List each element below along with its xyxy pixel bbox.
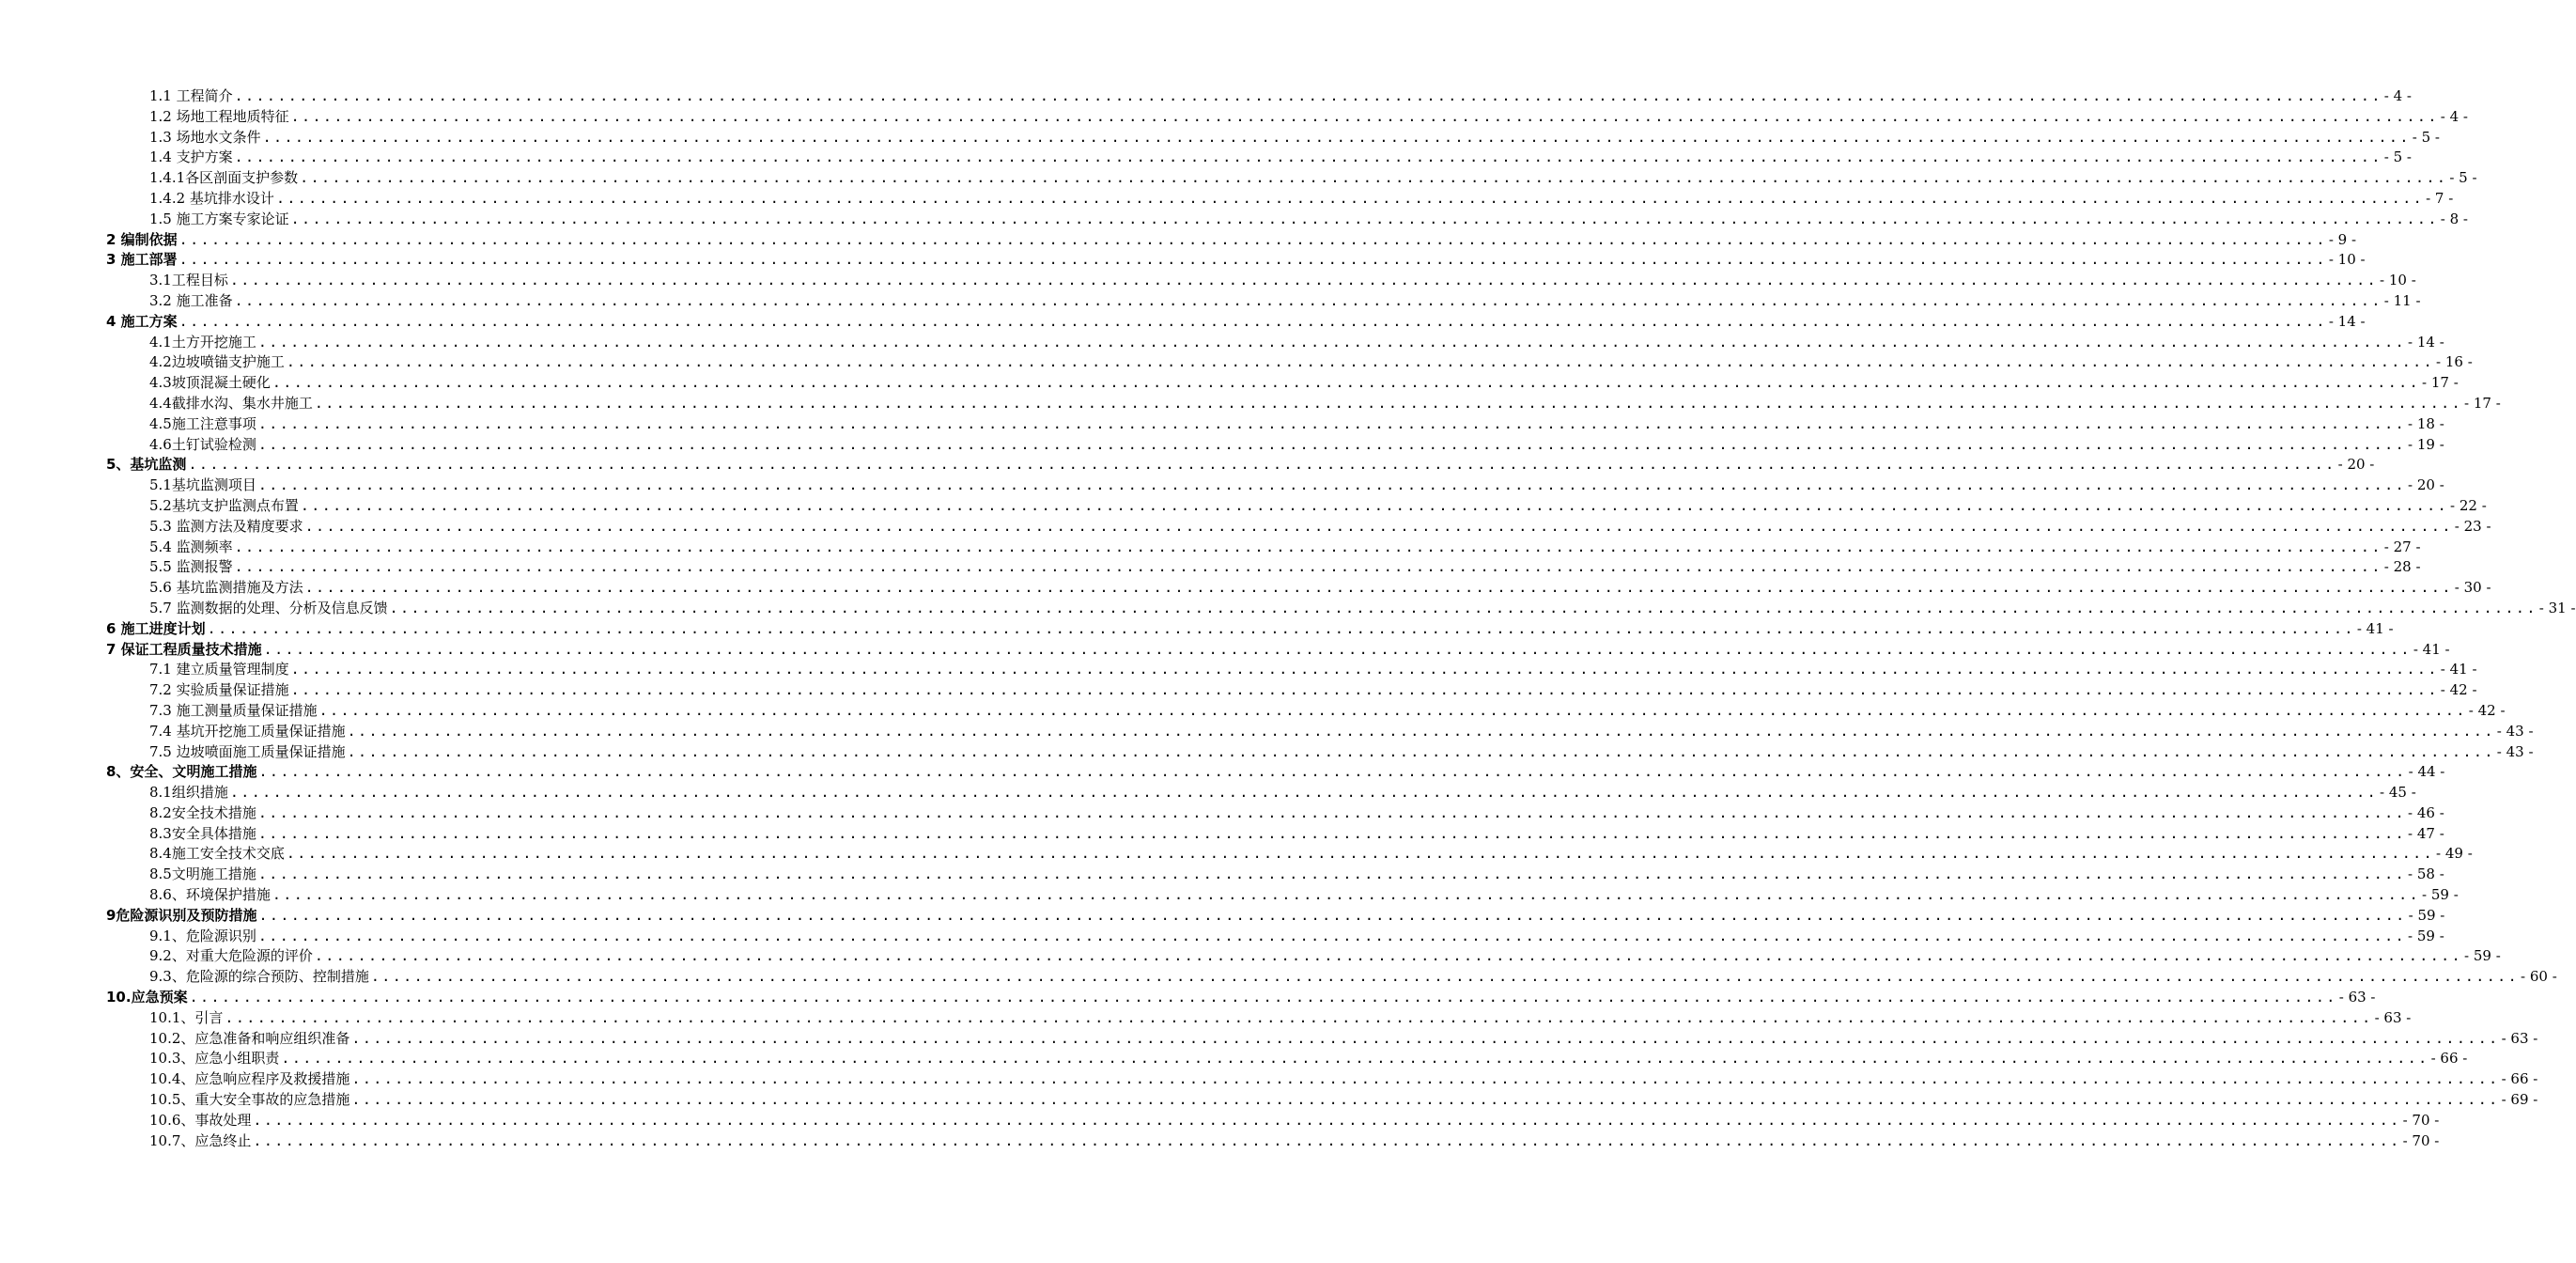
toc-section-entry[interactable] — [106, 599, 2576, 619]
toc-dot-leader: ........................................................................................................................................................................................................ — [234, 87, 2382, 104]
toc-dot-leader: ........................................................................................................................................................................................................ — [281, 1050, 2429, 1068]
toc-section-entry[interactable] — [106, 680, 2477, 701]
toc-dot-leader: ........................................................................................................................................................................................................ — [275, 189, 2425, 207]
toc-dot-leader: ........................................................................................................................................................................................................ — [257, 476, 2407, 494]
toc-dot-leader: ........................................................................................................................................................................................................ — [300, 169, 2448, 187]
toc-entry-title: 3.2 施工准备 — [149, 291, 233, 309]
toc-entry-title: 1.3 场地水文条件 — [149, 128, 261, 146]
toc-section-entry[interactable] — [106, 86, 2412, 107]
toc-page-number: - 70 - — [2402, 1111, 2440, 1129]
toc-dot-leader: ........................................................................................................................................................................................................ — [258, 763, 2407, 781]
toc-section-entry[interactable] — [106, 107, 2468, 128]
toc-section-entry[interactable] — [106, 844, 2473, 865]
toc-section-entry[interactable] — [106, 803, 2444, 824]
toc-dot-leader: ........................................................................................................................................................................................................ — [290, 107, 2439, 125]
toc-section-entry[interactable] — [106, 394, 2501, 414]
toc-entry-title: 4.1土方开挖施工 — [149, 333, 256, 351]
toc-section-entry[interactable] — [106, 333, 2444, 353]
toc-page-number: - 44 - — [2408, 763, 2445, 781]
toc-page-number: - 59 - — [2408, 906, 2445, 924]
toc-page-number: - 69 - — [2501, 1091, 2538, 1109]
toc-section-entry[interactable] — [106, 128, 2440, 148]
toc-section-entry[interactable] — [106, 414, 2444, 435]
toc-dot-leader: ........................................................................................................................................................................................................ — [178, 230, 2327, 248]
toc-entry-title: 10.应急预案 — [106, 989, 188, 1006]
toc-entry-title: 7.3 施工测量质量保证措施 — [149, 701, 318, 719]
toc-section-entry[interactable] — [106, 946, 2501, 967]
toc-page-number: - 63 - — [2501, 1029, 2538, 1047]
toc-dot-leader: ........................................................................................................................................................................................................ — [286, 845, 2435, 863]
toc-page-number: - 59 - — [2422, 886, 2459, 904]
toc-page-number: - 14 - — [2328, 312, 2366, 330]
toc-entry-title: 8.2安全技术措施 — [149, 803, 256, 821]
toc-page-number: - 7 - — [2426, 189, 2454, 207]
toc-dot-leader: ........................................................................................................................................................................................................ — [258, 906, 2407, 924]
toc-dot-leader: ........................................................................................................................................................................................................ — [314, 394, 2463, 412]
toc-dot-leader: ........................................................................................................................................................................................................ — [272, 374, 2421, 392]
toc-section-entry[interactable] — [106, 352, 2473, 373]
toc-page-number: - 41 - — [2413, 640, 2450, 658]
toc-entry-title: 10.3、应急小组职责 — [149, 1050, 280, 1068]
toc-page-number: - 14 - — [2408, 333, 2444, 351]
toc-dot-leader: ........................................................................................................................................................................................................ — [290, 210, 2439, 227]
toc-section-entry[interactable] — [106, 865, 2444, 885]
toc-dot-leader: ........................................................................................................................................................................................................ — [389, 599, 2537, 616]
toc-chapter-entry[interactable] — [106, 640, 2450, 661]
toc-dot-leader: ........................................................................................................................................................................................................ — [304, 579, 2453, 597]
toc-dot-leader: ........................................................................................................................................................................................................ — [229, 784, 2379, 802]
toc-page-number: - 45 - — [2380, 784, 2416, 802]
toc-dot-leader: ........................................................................................................................................................................................................ — [257, 865, 2407, 883]
table-of-contents — [106, 86, 2576, 1151]
toc-dot-leader: ........................................................................................................................................................................................................ — [253, 1111, 2401, 1129]
toc-entry-title: 7.5 边坡喷面施工质量保证措施 — [149, 742, 346, 760]
toc-page-number: - 66 - — [2501, 1070, 2538, 1088]
toc-entry-title: 8.6、环境保护措施 — [149, 886, 271, 904]
toc-section-entry[interactable] — [106, 722, 2534, 742]
toc-entry-title: 9.3、危险源的综合预防、控制措施 — [149, 968, 369, 986]
toc-entry-title: 5.4 监测频率 — [149, 538, 233, 555]
toc-page-number: - 4 - — [2383, 87, 2412, 104]
toc-entry-title: 1.4.1各区剖面支护参数 — [149, 169, 299, 187]
toc-section-entry[interactable] — [106, 783, 2416, 803]
toc-page-number: - 9 - — [2328, 230, 2357, 248]
toc-section-entry[interactable] — [106, 1090, 2538, 1111]
toc-dot-leader: ........................................................................................................................................................................................................ — [351, 1070, 2500, 1088]
toc-section-entry[interactable] — [106, 824, 2444, 845]
toc-page-number: - 4 - — [2440, 107, 2468, 125]
toc-page-number: - 42 - — [2440, 681, 2477, 699]
toc-page-number: - 16 - — [2436, 353, 2473, 371]
toc-page-number: - 20 - — [2408, 476, 2444, 494]
toc-section-entry[interactable] — [106, 1008, 2412, 1029]
toc-section-entry[interactable] — [106, 168, 2477, 189]
toc-entry-title: 4.2边坡喷锚支护施工 — [149, 353, 285, 371]
toc-page-number: - 58 - — [2408, 865, 2444, 883]
toc-entry-title: 10.4、应急响应程序及救援措施 — [149, 1070, 350, 1088]
toc-page-number: - 70 - — [2402, 1131, 2440, 1149]
toc-entry-title: 7.4 基坑开挖施工质量保证措施 — [149, 722, 346, 740]
toc-chapter-entry[interactable] — [106, 230, 2357, 251]
toc-dot-leader: ........................................................................................................................................................................................................ — [189, 989, 2337, 1006]
toc-section-entry[interactable] — [106, 291, 2421, 312]
toc-entry-title: 10.7、应急终止 — [149, 1131, 252, 1149]
toc-section-entry[interactable] — [106, 476, 2444, 496]
toc-page-number: - 11 - — [2383, 291, 2421, 309]
toc-section-entry[interactable] — [106, 517, 2491, 538]
toc-dot-leader: ........................................................................................................................................................................................................ — [304, 517, 2453, 535]
toc-page-number: - 10 - — [2328, 251, 2366, 269]
toc-entry-title: 4.4截排水沟、集水井施工 — [149, 394, 313, 412]
toc-dot-leader: ........................................................................................................................................................................................................ — [351, 1029, 2500, 1047]
toc-dot-leader: ........................................................................................................................................................................................................ — [314, 947, 2463, 965]
toc-section-entry[interactable] — [106, 435, 2444, 456]
toc-dot-leader: ........................................................................................................................................................................................................ — [234, 538, 2382, 555]
toc-chapter-entry[interactable] — [106, 455, 2375, 476]
toc-section-entry[interactable] — [106, 885, 2459, 906]
toc-entry-title: 9危险源识别及预防措施 — [106, 906, 257, 924]
toc-entry-title: 8.5文明施工措施 — [149, 865, 256, 883]
toc-entry-title: 9.2、对重大危险源的评价 — [149, 947, 313, 965]
toc-page-number: - 66 - — [2430, 1050, 2468, 1068]
toc-section-entry[interactable] — [106, 1069, 2538, 1090]
toc-entry-title: 7 保证工程质量技术措施 — [106, 640, 262, 658]
toc-entry-title: 8、安全、文明施工措施 — [106, 763, 257, 781]
toc-dot-leader: ........................................................................................................................................................................................................ — [300, 496, 2449, 514]
toc-section-entry[interactable] — [106, 701, 2506, 722]
toc-entry-title: 6 施工进度计划 — [106, 619, 206, 637]
toc-dot-leader: ........................................................................................................................................................................................................ — [188, 456, 2336, 474]
toc-page-number: - 8 - — [2440, 210, 2468, 227]
toc-dot-leader: ........................................................................................................................................................................................................ — [229, 272, 2379, 289]
toc-dot-leader: ........................................................................................................................................................................................................ — [347, 722, 2495, 740]
toc-dot-leader: ........................................................................................................................................................................................................ — [257, 435, 2407, 453]
toc-dot-leader: ........................................................................................................................................................................................................ — [262, 128, 2411, 146]
toc-page-number: - 10 - — [2380, 272, 2416, 289]
toc-page-number: - 5 - — [2449, 169, 2477, 187]
toc-page-number: - 20 - — [2337, 456, 2375, 474]
toc-dot-leader: ........................................................................................................................................................................................................ — [257, 333, 2407, 351]
toc-entry-title: 8.1组织措施 — [149, 784, 228, 802]
toc-entry-title: 10.6、事故处理 — [149, 1111, 252, 1129]
toc-page-number: - 63 - — [2338, 989, 2376, 1006]
toc-chapter-entry[interactable] — [106, 988, 2376, 1008]
toc-chapter-entry[interactable] — [106, 250, 2366, 271]
toc-entry-title: 1.1 工程简介 — [149, 87, 233, 104]
toc-page-number: - 28 - — [2383, 558, 2421, 576]
toc-page-number: - 22 - — [2450, 496, 2487, 514]
toc-page-number: - 31 - — [2538, 599, 2576, 616]
toc-entry-title: 5.6 基坑监测措施及方法 — [149, 579, 303, 597]
toc-page-number: - 41 - — [2356, 619, 2394, 637]
toc-page-number: - 59 - — [2464, 947, 2501, 965]
toc-entry-title: 5.3 监测方法及精度要求 — [149, 517, 303, 535]
toc-entry-title: 5.2基坑支护监测点布置 — [149, 496, 299, 514]
toc-section-entry[interactable] — [106, 1049, 2468, 1069]
toc-dot-leader: ........................................................................................................................................................................................................ — [290, 681, 2439, 699]
toc-chapter-entry[interactable] — [106, 619, 2394, 640]
toc-entry-title: 3 施工部署 — [106, 251, 178, 269]
toc-entry-title: 8.3安全具体措施 — [149, 824, 256, 842]
toc-dot-leader: ........................................................................................................................................................................................................ — [286, 353, 2435, 371]
toc-entry-title: 5.1基坑监测项目 — [149, 476, 256, 494]
toc-entry-title: 4 施工方案 — [106, 312, 178, 330]
toc-entry-title: 1.2 场地工程地质特征 — [149, 107, 289, 125]
toc-section-entry[interactable] — [106, 742, 2534, 763]
toc-dot-leader: ........................................................................................................................................................................................................ — [272, 886, 2421, 904]
toc-entry-title: 8.4施工安全技术交底 — [149, 845, 285, 863]
toc-section-entry[interactable] — [106, 660, 2477, 680]
toc-dot-leader: ........................................................................................................................................................................................................ — [370, 968, 2520, 986]
toc-page-number: - 18 - — [2408, 414, 2444, 432]
toc-entry-title: 1.4 支护方案 — [149, 148, 233, 166]
toc-page-number: - 60 - — [2521, 968, 2557, 986]
toc-entry-title: 5、基坑监测 — [106, 456, 187, 474]
toc-page-number: - 41 - — [2440, 661, 2477, 678]
toc-entry-title: 4.5施工注意事项 — [149, 414, 256, 432]
toc-dot-leader: ........................................................................................................................................................................................................ — [318, 701, 2467, 719]
toc-chapter-entry[interactable] — [106, 762, 2445, 783]
toc-page-number: - 43 - — [2496, 722, 2534, 740]
toc-entry-title: 2 编制依据 — [106, 230, 178, 248]
toc-page-number: - 5 - — [2383, 148, 2412, 166]
toc-dot-leader: ........................................................................................................................................................................................................ — [178, 251, 2327, 269]
toc-section-entry[interactable] — [106, 189, 2454, 210]
toc-page-number: - 5 - — [2412, 128, 2440, 146]
toc-page-number: - 17 - — [2464, 394, 2501, 412]
toc-dot-leader: ........................................................................................................................................................................................................ — [225, 1008, 2373, 1026]
toc-chapter-entry[interactable] — [106, 312, 2366, 333]
toc-dot-leader: ........................................................................................................................................................................................................ — [257, 927, 2407, 944]
toc-page-number: - 30 - — [2454, 579, 2491, 597]
toc-page-number: - 23 - — [2454, 517, 2491, 535]
toc-page-number: - 59 - — [2408, 927, 2444, 944]
toc-entry-title: 4.6土钉试验检测 — [149, 435, 256, 453]
toc-page-number: - 47 - — [2408, 824, 2444, 842]
toc-chapter-entry[interactable] — [106, 906, 2445, 927]
toc-entry-title: 9.1、危险源识别 — [149, 927, 256, 944]
toc-section-entry[interactable] — [106, 373, 2459, 394]
toc-entry-title: 5.7 监测数据的处理、分析及信息反馈 — [149, 599, 388, 616]
toc-dot-leader: ........................................................................................................................................................................................................ — [178, 312, 2327, 330]
toc-dot-leader: ........................................................................................................................................................................................................ — [207, 619, 2355, 637]
toc-dot-leader: ........................................................................................................................................................................................................ — [263, 640, 2412, 658]
toc-page-number: - 42 - — [2468, 701, 2506, 719]
toc-section-entry[interactable] — [106, 210, 2468, 230]
toc-page-number: - 43 - — [2496, 742, 2534, 760]
toc-entry-title: 4.3坡顶混凝土硬化 — [149, 374, 271, 392]
toc-section-entry[interactable] — [106, 578, 2491, 599]
toc-section-entry[interactable] — [106, 1111, 2440, 1131]
toc-page-number: - 17 - — [2422, 374, 2459, 392]
toc-page-number: - 63 - — [2374, 1008, 2412, 1026]
toc-section-entry[interactable] — [106, 967, 2557, 988]
toc-dot-leader: ........................................................................................................................................................................................................ — [253, 1131, 2401, 1149]
toc-page-number: - 46 - — [2408, 803, 2444, 821]
toc-dot-leader: ........................................................................................................................................................................................................ — [234, 558, 2382, 576]
toc-dot-leader: ........................................................................................................................................................................................................ — [257, 824, 2407, 842]
toc-dot-leader: ........................................................................................................................................................................................................ — [234, 291, 2382, 309]
toc-section-entry[interactable] — [106, 271, 2416, 291]
toc-dot-leader: ........................................................................................................................................................................................................ — [290, 661, 2439, 678]
toc-dot-leader: ........................................................................................................................................................................................................ — [347, 742, 2495, 760]
toc-dot-leader: ........................................................................................................................................................................................................ — [257, 803, 2407, 821]
toc-entry-title: 3.1工程目标 — [149, 272, 228, 289]
toc-section-entry[interactable] — [106, 148, 2412, 168]
toc-section-entry[interactable] — [106, 1131, 2440, 1152]
toc-section-entry[interactable] — [106, 496, 2487, 517]
toc-entry-title: 1.5 施工方案专家论证 — [149, 210, 289, 227]
toc-section-entry[interactable] — [106, 1029, 2538, 1050]
toc-section-entry[interactable] — [106, 538, 2421, 558]
toc-entry-title: 10.2、应急准备和响应组织准备 — [149, 1029, 350, 1047]
toc-dot-leader: ........................................................................................................................................................................................................ — [257, 414, 2407, 432]
toc-entry-title: 7.2 实验质量保证措施 — [149, 681, 289, 699]
toc-dot-leader: ........................................................................................................................................................................................................ — [234, 148, 2382, 166]
toc-page-number: - 19 - — [2408, 435, 2444, 453]
toc-section-entry[interactable] — [106, 557, 2421, 578]
toc-entry-title: 1.4.2 基坑排水设计 — [149, 189, 274, 207]
toc-dot-leader: ........................................................................................................................................................................................................ — [351, 1091, 2500, 1109]
toc-page-number: - 49 - — [2436, 845, 2473, 863]
toc-entry-title: 10.1、引言 — [149, 1008, 224, 1026]
toc-page-number: - 27 - — [2383, 538, 2421, 555]
toc-section-entry[interactable] — [106, 927, 2444, 947]
toc-entry-title: 5.5 监测报警 — [149, 558, 233, 576]
toc-entry-title: 10.5、重大安全事故的应急措施 — [149, 1091, 350, 1109]
toc-entry-title: 7.1 建立质量管理制度 — [149, 661, 289, 678]
